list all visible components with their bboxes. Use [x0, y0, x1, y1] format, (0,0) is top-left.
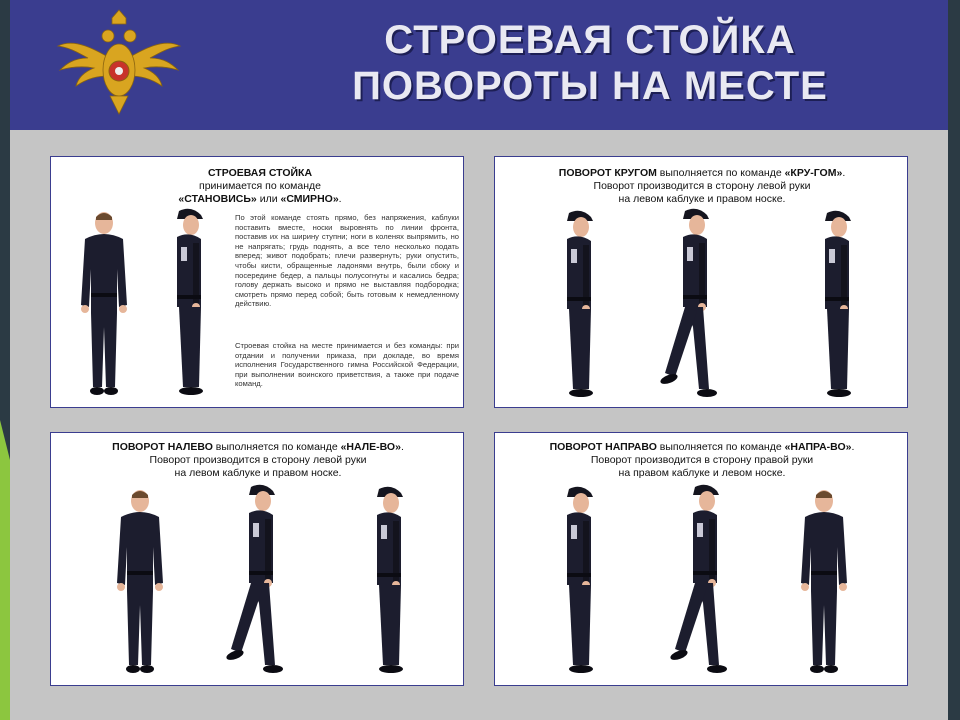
- header-banner: [10, 0, 948, 130]
- left-face-line3: на левом каблуке и правом носке.: [174, 467, 342, 479]
- stance-line2: принимается по команде: [199, 180, 321, 192]
- panel-stance: [50, 156, 464, 408]
- soldier-stepping-figure: [665, 483, 745, 677]
- stance-body-2: Строевая стойка на месте принимается и без команды: при отдании и получении приказа, при докладе, во время исполнения Государственного гимна Российской Федерации, при выполнении воинского приветствия, а также при подаче команд.: [235, 341, 459, 389]
- soldier-front-figure: [105, 487, 175, 677]
- soldier-stepping-figure: [221, 483, 301, 677]
- soldier-stepping-figure: [655, 207, 735, 401]
- stance-cmd2: «СМИРНО»: [280, 193, 339, 205]
- soldier-side-figure: [547, 485, 611, 677]
- left-face-line2: Поворот производится в сторону левой руки: [149, 454, 367, 466]
- panel-about-face: [494, 156, 908, 408]
- right-face-line3: на правом каблуке и левом носке.: [618, 467, 786, 479]
- stance-cmd-joiner: или: [256, 193, 281, 205]
- stance-caption: [135, 167, 385, 206]
- stance-heading: СТРОЕВАЯ СТОЙКА: [207, 167, 313, 179]
- right-face-heading: ПОВОРОТ НАПРАВО: [549, 441, 657, 453]
- right-face-caption: [505, 441, 899, 480]
- soldier-front-figure: [69, 209, 139, 399]
- left-face-caption: [61, 441, 455, 480]
- soldier-side-figure: [805, 209, 869, 401]
- left-face-end: .: [400, 441, 404, 453]
- green-accent-rail: [0, 420, 16, 720]
- left-face-heading: ПОВОРОТ НАЛЕВО: [112, 441, 213, 453]
- about-face-end: .: [842, 167, 846, 179]
- soldier-side-figure: [547, 209, 611, 401]
- stance-cmd-end: .: [338, 193, 342, 205]
- right-face-line2: Поворот производится в сторону правой руки: [590, 454, 814, 466]
- soldier-side-figure: [357, 485, 421, 677]
- about-face-cmd: «КРУ-ГОМ»: [784, 167, 843, 179]
- title-line-2: ПОВОРОТЫ НА МЕСТЕ: [352, 64, 828, 108]
- panel-right-face: [494, 432, 908, 686]
- right-face-mid: выполняется по команде: [656, 441, 785, 453]
- about-face-mid: выполняется по команде: [656, 167, 785, 179]
- stance-cmd1: «СТАНОВИСЬ»: [178, 193, 257, 205]
- left-face-mid: выполняется по команде: [212, 441, 341, 453]
- right-face-end: .: [851, 441, 855, 453]
- about-face-line2: Поворот производится в сторону левой руки: [593, 180, 811, 192]
- about-face-line3: на левом каблуке и правом носке.: [618, 193, 786, 205]
- double-headed-eagle-emblem-icon: [54, 8, 184, 118]
- soldier-front-figure: [789, 487, 859, 677]
- about-face-caption: [505, 167, 899, 206]
- stance-body-1: По этой команде стоять прямо, без напряжения, каблуки поставить вместе, носки выровнять по линии фронта, поставив их на ширину ступни; ноги в коленях выпрямить, но не напрягать; грудь поднять, а все тело несколько подать вперед; живот подобрать; плечи развернуть; руки опустить, чтобы кисти, обращенные ладонями внутрь, были сбоку и посередине бедер, а пальцы полусогнуты и касались бедра; голову держать высоко и прямо не выставляя подбородка; смотреть прямо перед собой; быть готовым к немедленному действию.: [235, 213, 459, 309]
- left-face-cmd: «НАЛЕ-ВО»: [340, 441, 401, 453]
- about-face-heading: ПОВОРОТ КРУГОМ: [558, 167, 657, 179]
- panel-left-face: [50, 432, 464, 686]
- title-line-1: СТРОЕВАЯ СТОЙКА: [384, 18, 796, 62]
- right-face-cmd: «НАПРА-ВО»: [784, 441, 852, 453]
- soldier-side-figure: [157, 207, 221, 399]
